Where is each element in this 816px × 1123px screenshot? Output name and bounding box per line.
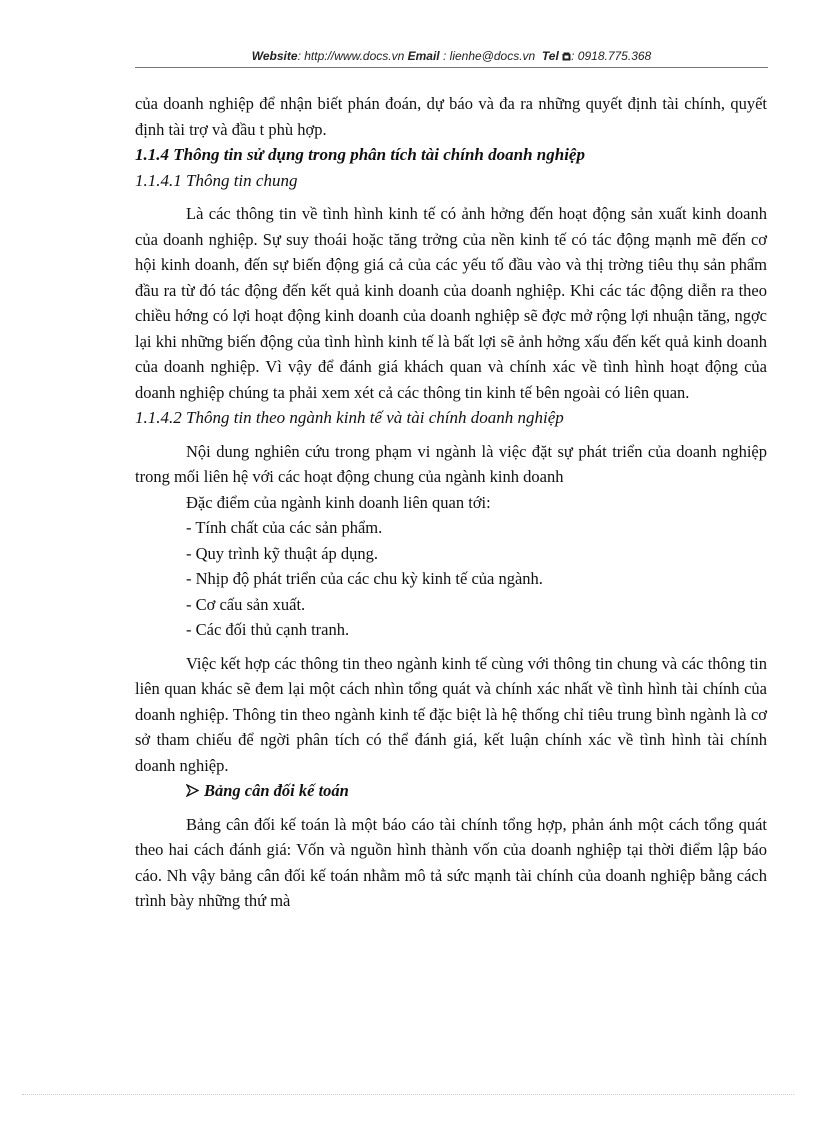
paragraph-industry-features: Đặc điểm của ngành kinh doanh liên quan tới: — [186, 492, 491, 512]
heading-1-1-4-2: 1.1.4.2 Thông tin theo ngành kinh tế và tài chính doanh nghiệp — [135, 408, 564, 427]
phone-icon — [562, 48, 571, 57]
document-body — [135, 91, 767, 914]
website-value: : http://www.docs.vn — [297, 49, 405, 63]
tel-value: : 0918.775.368 — [571, 49, 652, 63]
paragraph-general-info: Là các thông tin về tình hình kinh tế có ảnh hởng đến hoạt động sản xuất kinh doanh của doanh nghiệp. Sự suy thoái hoặc tăng trởng của nền kinh tế có tác động mạnh mẽ đến cơ hội kinh doanh, đến sự biến động giá cả của các yếu tố đầu vào và thị trờng tiêu thụ sản phẩm đầu ra từ đó tác động đến kết quả kinh doanh của doanh nghiệp. Khi các tác động diễn ra theo chiều hớng có lợi hoạt động kinh doanh của doanh nghiệp sẽ đợc mở rộng lợi nhuận tăng, ngợc lại khi những biến động của tình hình kinh tế là bất lợi sẽ ảnh hởng xấu đến kết quả kinh doanh của doanh nghiệp. Vì vậy để đánh giá khách quan và chính xác về tình hình hoạt động của doanh nghiệp chúng ta phải xem xét cả các thông tin kinh tế bên ngoài có liên quan. — [135, 204, 767, 402]
email-value: : lienhe@docs.vn — [442, 49, 536, 63]
page-header — [135, 47, 768, 68]
paragraph-industry-info: Nội dung nghiên cứu trong phạm vi ngành là việc đặt sự phát triển của doanh nghiệp trong mối liên hệ với các hoạt động chung của ngành kinh doanh — [135, 441, 767, 486]
tel-label: Tel — [541, 49, 559, 63]
email-label: Email — [407, 49, 440, 63]
heading-1-1-4-1: 1.1.4.1 Thông tin chung — [135, 170, 298, 190]
website-label: Website — [251, 49, 298, 63]
list-item: - Nhịp độ phát triển của các chu kỳ kinh tế của ngành. — [186, 569, 543, 588]
list-item: - Tính chất của các sản phẩm. — [186, 518, 383, 537]
list-item: - Cơ cấu sản xuất. — [186, 594, 306, 614]
paragraph-combination: Việc kết hợp các thông tin theo ngành kinh tế cùng với thông tin chung và các thông tin liên quan khác sẽ đem lại một cách nhìn tổng quát và chính xác nhất về tình hình tài chính của doanh nghiệp. Thông tin theo ngành kinh tế đặc biệt là hệ thống chỉ tiêu trung bình ngành là cơ sở tham chiếu để ngời phân tích có thể đánh giá, kết luận chính xác về tình hình tài chính doanh nghiệp. — [135, 653, 767, 775]
heading-1-1-4: 1.1.4 Thông tin sử dụng trong phân tích tài chính doanh nghiệp — [135, 145, 585, 164]
footer-divider — [22, 1094, 794, 1095]
list-item: - Quy trình kỹ thuật áp dụng. — [186, 543, 379, 563]
bullet-heading — [135, 778, 767, 804]
arrow-bullet-icon — [186, 778, 204, 804]
bullet-heading-text: Bảng cân đối kế toán — [204, 781, 349, 800]
paragraph-balance-sheet: Bảng cân đối kế toán là một báo cáo tài chính tổng hợp, phản ánh một cách tổng quát theo hai cách đánh giá: Vốn và nguồn hình thành vốn của doanh nghiệp tại thời điểm lập báo cáo. Nh vậy bảng cân đối kế toán nhằm mô tả sức mạnh tài chính của doanh nghiệp bằng cách trình bày những thứ mà — [135, 814, 767, 910]
list-item: - Các đối thủ cạnh tranh. — [186, 620, 350, 639]
paragraph-intro: của doanh nghiệp để nhận biết phán đoán, dự báo và đa ra những quyết định tài chính, quyết định tài trợ và đầu t phù hợp. — [135, 94, 767, 139]
